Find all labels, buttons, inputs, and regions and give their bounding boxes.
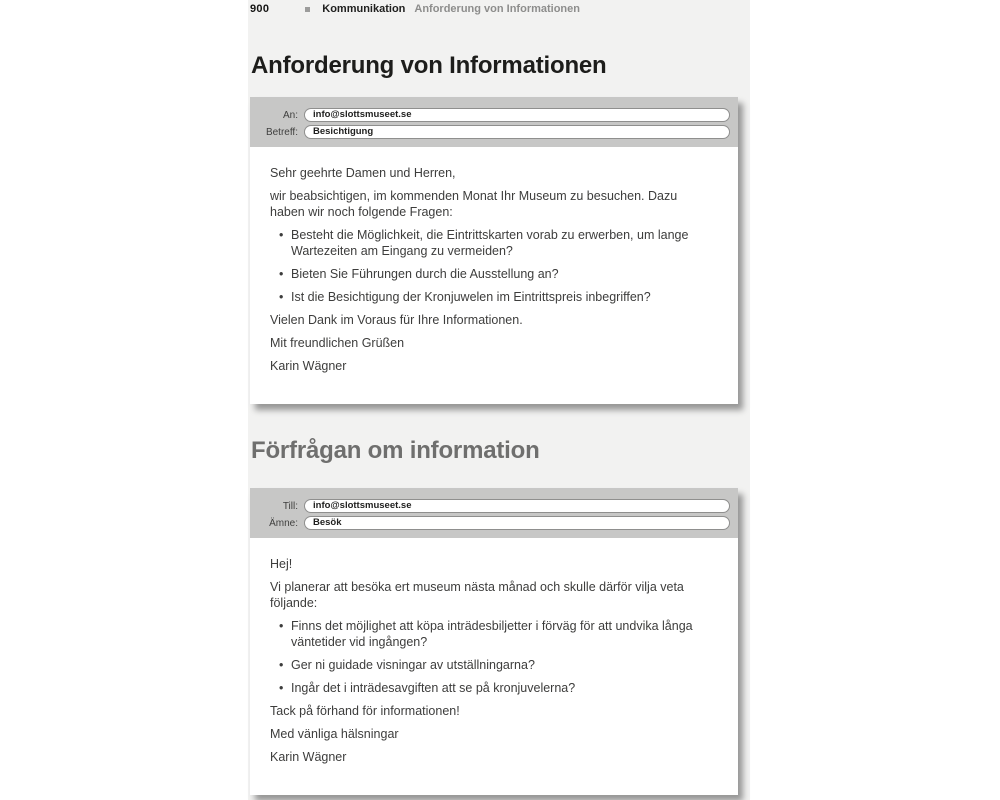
swedish-title: Förfrågan om information: [251, 437, 540, 464]
to-label: An:: [282, 109, 298, 121]
section-label: Anforderung von Informationen: [414, 3, 580, 15]
page-number: 900: [250, 3, 270, 15]
to-input[interactable]: [304, 108, 730, 122]
thanks-text: Vielen Dank im Voraus für Ihre Informationen.: [270, 313, 523, 327]
to-value: info@slottsmuseet.se: [313, 109, 412, 120]
subject-row: [254, 516, 730, 530]
question-list: [279, 227, 712, 305]
intro-text: wir beabsichtigen, im kommenden Monat Ihr Museum zu besuchen. Dazu haben wir noch folgende Fragen:: [270, 189, 678, 219]
list-item: • Ingår det i inträdesavgiften att se på kronjuvelerna?: [279, 680, 712, 696]
square-bullet-icon: [305, 7, 310, 12]
german-email-body: [250, 147, 738, 404]
subject-value: Besök: [313, 517, 342, 528]
to-row: [254, 108, 730, 122]
subject-row: [254, 125, 730, 139]
closing-text: Med vänliga hälsningar: [270, 727, 399, 741]
swedish-email-card: [250, 488, 738, 795]
subject-input[interactable]: [304, 516, 730, 530]
to-label: Till:: [282, 500, 298, 512]
closing-text: Mit freundlichen Grüßen: [270, 336, 405, 350]
signature-text: Karin Wägner: [270, 750, 347, 764]
list-item: • Finns det möjlighet att köpa inträdesbiljetter i förväg för att undvika långa väntetider vid ingången?: [279, 618, 712, 650]
list-item: • Besteht die Möglichkeit, die Eintrittskarten vorab zu erwerben, um lange Wartezeiten am Eingang zu vermeiden?: [279, 227, 712, 259]
subject-label: Betreff:: [265, 126, 298, 138]
swedish-email-header: [250, 488, 738, 538]
running-header: [250, 3, 580, 16]
chapter-label: Kommunikation: [322, 3, 406, 15]
swedish-email-body: [250, 538, 738, 795]
question-list: [279, 618, 712, 696]
german-title: Anforderung von Informationen: [251, 52, 607, 79]
subject-label: Ämne:: [269, 517, 298, 529]
to-value: info@slottsmuseet.se: [313, 500, 412, 511]
thanks-text: Tack på förhand för informationen!: [270, 704, 460, 718]
german-email-card: [250, 97, 738, 404]
subject-input[interactable]: [304, 125, 730, 139]
to-row: [254, 499, 730, 513]
intro-text: Vi planerar att besöka ert museum nästa månad och skulle därför vilja veta följande:: [270, 580, 684, 610]
subject-value: Besichtigung: [313, 126, 374, 137]
list-item: • Ger ni guidade visningar av utställningarna?: [279, 657, 712, 673]
signature-text: Karin Wägner: [270, 359, 347, 373]
greeting-text: Hej!: [270, 557, 293, 571]
german-email-header: [250, 97, 738, 147]
list-item: • Bieten Sie Führungen durch die Ausstellung an?: [279, 266, 712, 282]
greeting-text: Sehr geehrte Damen und Herren,: [270, 166, 456, 180]
to-input[interactable]: [304, 499, 730, 513]
list-item: • Ist die Besichtigung der Kronjuwelen im Eintrittspreis inbegriffen?: [279, 289, 712, 305]
